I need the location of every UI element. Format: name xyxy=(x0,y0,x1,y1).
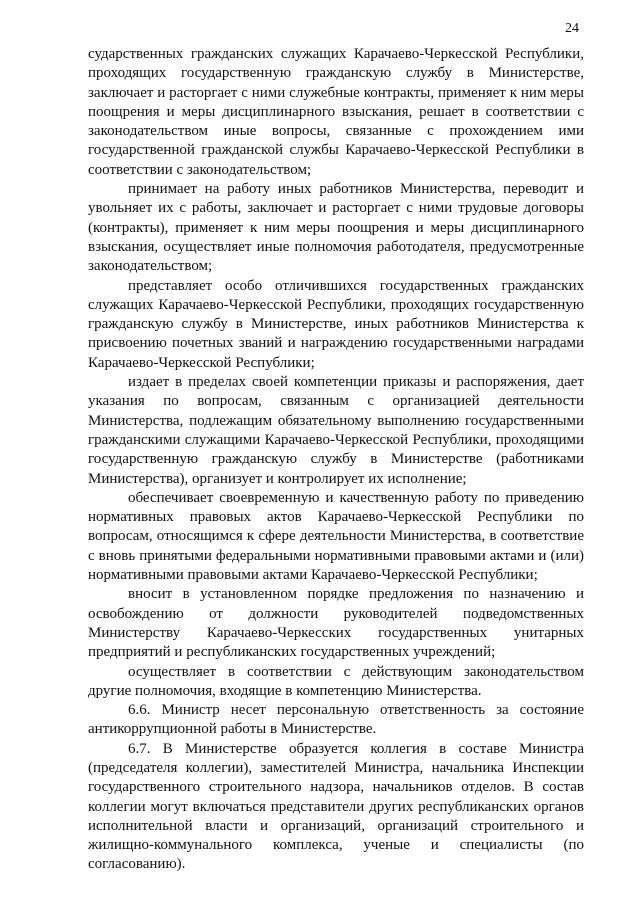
paragraph-6-7-collegium: 6.7. В Министерстве образуется коллегия в составе Министра (председателя коллегии), заместителей Министра, начальника Инспекции государственного строительного надзора, начальников отделов. В состав коллегии могут включаться представители других республиканских органов исполнительной власти и организаций, организаций строительного и жилищно-коммунального комплекса, ученые и специалисты (по согласованию). xyxy=(88,740,584,873)
paragraph-awards-nomination: представляет особо отличившихся государственных гражданских служащих Карачаево-Черкесской Республики, проходящих государственную гражданскую службу в Министерстве, иных работников Министерства к присвоению почетных званий и награждению государственными наградами Карачаево-Черкесской Республики; xyxy=(88,277,584,371)
page-number: 24 xyxy=(565,21,579,36)
paragraph-hiring-employees: принимает на работу иных работников Министерства, переводит и увольняет их с работы, заключает и расторгает с ними трудовые договоры (контракты), применяет к ним меры поощрения и меры дисциплинарного взыскания, осуществляет иные полномочия работодателя, предусмотренные законодательством; xyxy=(88,181,584,275)
paragraph-civil-servants-contracts: сударственных гражданских служащих Карачаево-Черкесской Республики, проходящих государственную гражданскую службу в Министерстве, заключает и расторгает с ними служебные контракты, применяет к ним меры поощрения и меры дисциплинарного взыскания, решает в соответствии с законодательством иные вопросы, связанные с прохождением ими государственной гражданской службы Карачаево-Черкесской Республики в соответствии с законодательством; xyxy=(88,46,584,178)
paragraph-orders-instructions: издает в пределах своей компетенции приказы и распоряжения, дает указания по вопросам, связанным с организацией деятельности Министерства, подлежащим обязательному выполнению государственными гражданскими служащими Карачаево-Черкесской Республики, проходящими государственную гражданскую службу в Министерстве (работниками Министерства), организует и контролирует их исполнение; xyxy=(88,374,584,487)
paragraph-appointment-proposals: вносит в установленном порядке предложения по назначению и освобождению от должности руководителей подведомственных Министерству Карачаево-Черкесских государственных унитарных предприятий и республиканских государственных учреждений; xyxy=(88,586,584,661)
paragraph-other-powers: осуществляет в соответствии с действующим законодательством другие полномочия, входящие в компетенцию Министерства. xyxy=(88,663,584,699)
document-body xyxy=(88,45,584,875)
paragraph-legal-acts-alignment: обеспечивает своевременную и качественную работу по приведению нормативных правовых актов Карачаево-Черкесской Республики по вопросам, относящимся к сфере деятельности Министерства, в соответствие с вновь принятыми федеральными нормативными правовыми актами и (или) нормативными правовыми актами Карачаево-Черкесской Республики; xyxy=(88,489,584,584)
paragraph-6-6-anticorruption: 6.6. Министр несет персональную ответственность за состояние антикоррупционной работы в Министерстве. xyxy=(88,702,584,738)
